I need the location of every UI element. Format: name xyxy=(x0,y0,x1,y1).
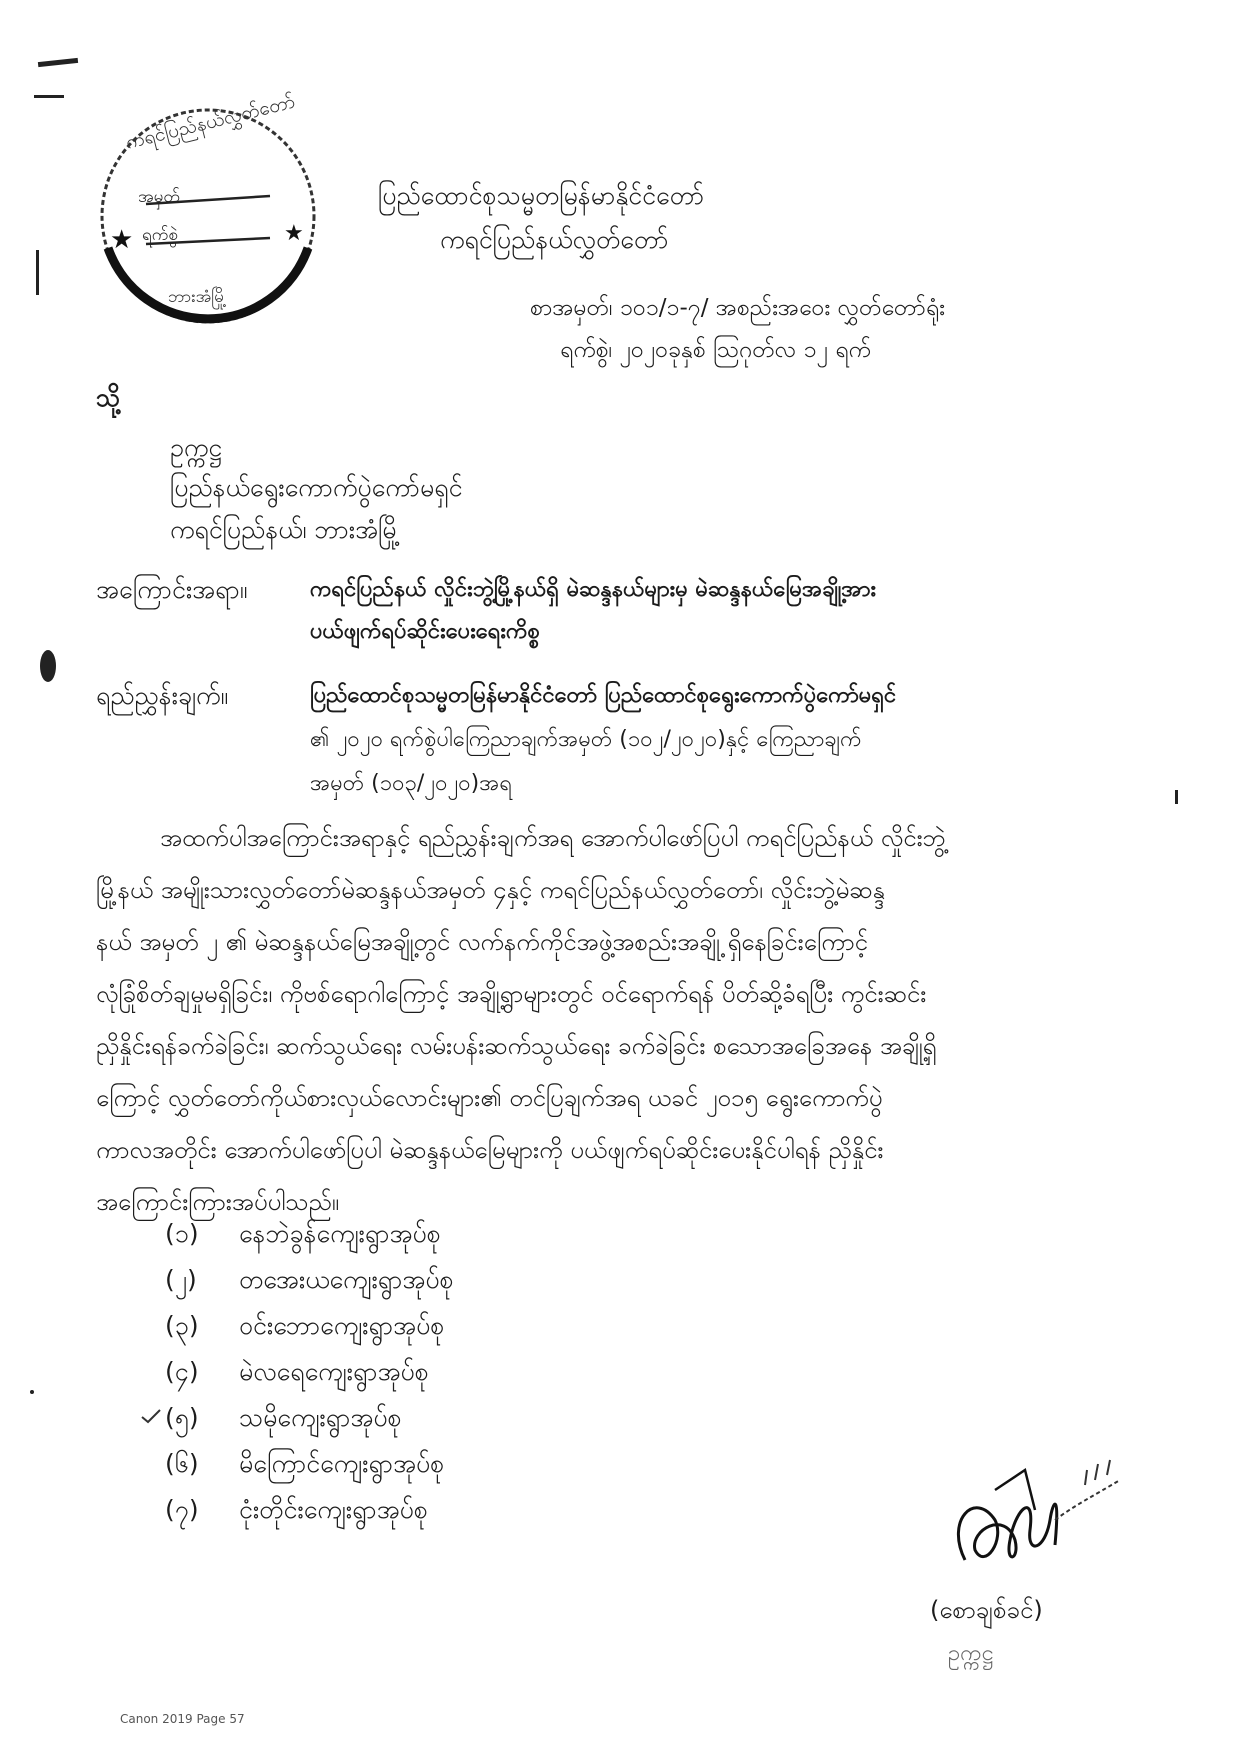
list-item-name: မဲလရေကျေးရွာအုပ်စု xyxy=(238,1357,429,1386)
list-item xyxy=(165,1264,454,1301)
handwritten-signature xyxy=(935,1450,1135,1590)
scan-blot-left xyxy=(40,650,56,682)
list-item-number: (၂) xyxy=(165,1265,197,1294)
recipient-line-2: ပြည်နယ်ရွေးကောက်ပွဲကော်မရှင် xyxy=(170,473,463,502)
subject-line-2: ပယ်ဖျက်ရပ်ဆိုင်းပေးရေးကိစ္စ xyxy=(310,619,540,644)
list-item-number: (၇) xyxy=(165,1495,199,1524)
scan-footer-note: Canon 2019 Page 57 xyxy=(120,1712,245,1726)
list-item-name: ဝင်းဘောကျေးရွာအုပ်စု xyxy=(238,1311,445,1340)
body-line-2: မြို့နယ် အမျိုးသားလွှတ်တော်မဲဆန္ဒနယ်အမှတ် ၄နှင့် ကရင်ပြည်နယ်လွှတ်တော်၊ လှိုင်းဘွဲ့မဲဆန္ဒ xyxy=(96,876,885,904)
signatory-name: (စောချစ်ခင်) xyxy=(930,1596,1043,1624)
list-item-name: မိကြောင်ကျေးရွာအုပ်စု xyxy=(238,1449,445,1478)
list-item-number: (၆) xyxy=(165,1449,199,1478)
scan-dot-left xyxy=(30,1390,34,1394)
body-line-6: ကြောင့် လွှတ်တော်ကိုယ်စားလှယ်လောင်းများ၏ တင်ပြချက်အရ ယခင် ၂၀၁၅ ရွေးကောက်ပွဲ xyxy=(96,1084,883,1112)
reference-line-1: ပြည်ထောင်စုသမ္မတမြန်မာနိုင်ငံတော် ပြည်ထောင်စုရွေးကောက်ပွဲကော်မရှင် xyxy=(310,683,897,708)
list-item-name: နေဘဲခွန်ကျေးရွာအုပ်စု xyxy=(238,1219,441,1248)
list-item xyxy=(165,1218,441,1255)
seal-top-text: ကရင်ပြည်နယ်လွှတ်တော် xyxy=(123,90,298,154)
body-line-7: ကာလအတိုင်း အောက်ပါဖော်ပြပါ မဲဆန္ဒနယ်မြေများကို ပယ်ဖျက်ရပ်ဆိုင်းပေးနိုင်ပါရန် ညှိနှိုင်း xyxy=(96,1136,884,1164)
office-line-1: ပြည်ထောင်စုသမ္မတမြန်မာနိုင်ငံတော် xyxy=(378,181,705,210)
subject-label: အကြောင်းအရာ။ xyxy=(96,575,248,604)
reference-number: စာအမှတ်၊ ၁၀၁/၁-၇/ အစည်းအဝေး လွှတ်တော်ရုံး xyxy=(530,295,945,321)
scan-mark-top-left xyxy=(38,58,78,67)
list-item-name: ငုံးတိုင်းကျေးရွာအုပ်စု xyxy=(238,1495,428,1524)
seal-bottom-text: ဘားအံမြို့ xyxy=(168,287,227,307)
scan-mark-left-edge xyxy=(36,250,39,295)
scan-mark-top-left-2 xyxy=(34,95,64,98)
body-paragraph xyxy=(96,812,1096,1228)
seal-date-label: ရက်စွဲ xyxy=(142,225,178,245)
reference-label: ရည်ညွှန်းချက်။ xyxy=(96,681,229,710)
recipient-line-1: ဥက္ကဋ္ဌ xyxy=(170,433,222,462)
list-item xyxy=(165,1356,429,1393)
signatory-title: ဥက္ကဋ္ဌ xyxy=(948,1641,994,1666)
list-item-name: သမိုကျေးရွာအုပ်စု xyxy=(238,1403,402,1432)
reference-line-2: ၏ ၂၀၂၀ ရက်စွဲပါကြေညာချက်အမှတ် (၁၀၂/၂၀၂၀)နှင့် ကြေညာချက် xyxy=(310,727,862,752)
recipient-line-3: ကရင်ပြည်နယ်၊ ဘားအံမြို့ xyxy=(170,515,401,544)
letter-date: ရက်စွဲ၊ ၂၀၂၀ခုနှစ် ဩဂုတ်လ ၁၂ ရက် xyxy=(560,337,871,363)
list-item-name: တအေးယကျေးရွာအုပ်စု xyxy=(238,1265,454,1294)
subject-line-1: ကရင်ပြည်နယ် လှိုင်းဘွဲ့မြို့နယ်ရှိ မဲဆန္ဒနယ်များမှ မဲဆန္ဒနယ်မြေအချို့အား xyxy=(310,577,877,602)
body-line-4: လုံခြုံစိတ်ချမှုမရှိခြင်း၊ ကိုဗစ်ရောဂါကြောင့် အချို့ရွာများတွင် ဝင်ရောက်ရန် ပိတ်ဆို့ခံရပြီး ကွင်းဆင်း xyxy=(96,980,927,1008)
scan-mark-right xyxy=(1175,790,1178,804)
list-item xyxy=(165,1494,428,1531)
seal-star-left: ★ xyxy=(110,225,134,255)
body-line-8: အကြောင်းကြားအပ်ပါသည်။ xyxy=(96,1188,340,1216)
list-item-number: (၁) xyxy=(165,1219,199,1248)
list-item xyxy=(165,1402,402,1439)
body-line-5: ညှိနှိုင်းရန်ခက်ခဲခြင်း၊ ဆက်သွယ်ရေး လမ်းပန်းဆက်သွယ်ရေး ခက်ခဲခြင်း စသောအခြေအနေ အချို့ရှိ xyxy=(96,1032,937,1060)
seal-number-label: အမှတ် xyxy=(138,187,180,207)
seal-star-right: ★ xyxy=(284,221,304,246)
list-item xyxy=(165,1310,444,1347)
check-mark-icon xyxy=(140,1408,162,1424)
reference-line-3: အမှတ် (၁၀၃/၂၀၂၀)အရ xyxy=(310,771,513,796)
list-item-number: (၃) xyxy=(165,1311,199,1340)
list-item-number: (၅) xyxy=(165,1403,199,1432)
body-line-1: အထက်ပါအကြောင်းအရာနှင့် ရည်ညွှန်းချက်အရ အောက်ပါဖော်ပြပါ ကရင်ပြည်နယ် လှိုင်းဘွဲ့ xyxy=(160,824,946,852)
office-line-2: ကရင်ပြည်နယ်လွှတ်တော် xyxy=(440,225,669,254)
body-line-3: နယ် အမှတ် ၂ ၏ မဲဆန္ဒနယ်မြေအချို့တွင် လက်နက်ကိုင်အဖွဲ့အစည်းအချို့ ရှိနေခြင်းကြောင့် xyxy=(96,928,868,956)
official-seal xyxy=(88,88,328,328)
recipient-to: သို့ xyxy=(96,383,121,412)
list-item xyxy=(165,1448,444,1485)
list-item-number: (၄) xyxy=(165,1357,199,1386)
